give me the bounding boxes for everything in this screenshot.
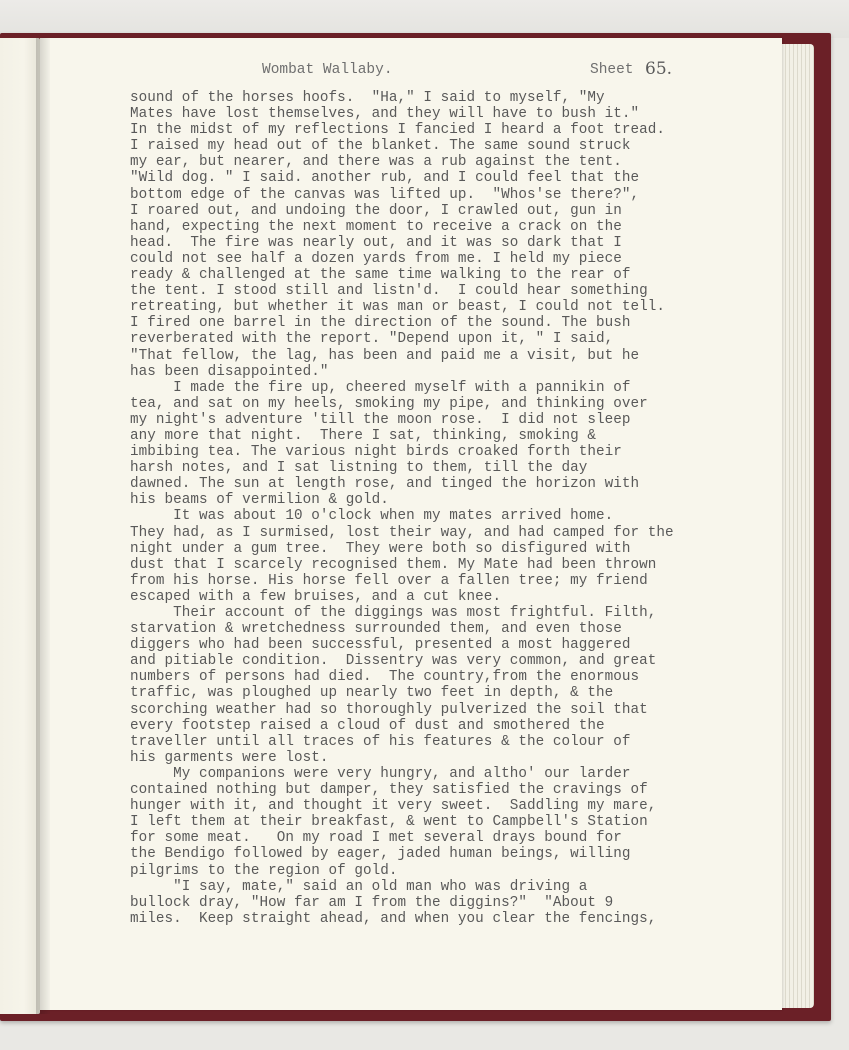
text-line: I raised my head out of the blanket. The same sound struck [130, 138, 631, 155]
text-line: miles. Keep straight ahead, and when you clear the fencings, [130, 910, 657, 927]
text-line: They had, as I surmised, lost their way, and had camped for the [130, 524, 674, 541]
page-header-title: Wombat Wallaby. [262, 62, 393, 78]
text-line: numbers of persons had died. The country,from the enormous [130, 669, 640, 686]
text-line: I left them at their breakfast, & went to Campbell's Station [130, 814, 648, 831]
text-line: retreating, but whether it was man or beast, I could not tell. [130, 299, 666, 316]
text-line: traveller until all traces of his features & the colour of [130, 733, 631, 750]
text-line: has been disappointed." [130, 363, 329, 380]
text-line: traffic, was ploughed up nearly two feet in depth, & the [130, 685, 614, 702]
text-line: every footstep raised a cloud of dust and smothered the [130, 717, 605, 734]
text-line: bullock dray, "How far am I from the diggins?" "About 9 [130, 894, 614, 911]
text-line: I made the fire up, cheered myself with a pannikin of [130, 379, 631, 396]
text-line: "I say, mate," said an old man who was driving a [130, 878, 588, 895]
text-line: dawned. The sun at length rose, and tinged the horizon with [130, 476, 640, 493]
text-line: imbibing tea. The various night birds croaked forth their [130, 444, 622, 461]
text-line: head. The fire was nearly out, and it was so dark that I [130, 234, 622, 251]
text-line: tea, and sat on my heels, smoking my pipe, and thinking over [130, 395, 648, 412]
text-line: starvation & wretchedness surrounded them, and even those [130, 621, 622, 638]
text-line: harsh notes, and I sat listning to them, till the day [130, 460, 588, 477]
text-line: could not see half a dozen yards from me. I held my piece [130, 250, 622, 267]
body-text [130, 90, 745, 927]
book-gutter [36, 38, 50, 1014]
text-line: "That fellow, the lag, has been and paid me a visit, but he [130, 347, 640, 364]
text-line: and pitiable condition. Dissentry was very common, and great [130, 653, 657, 670]
text-line: reverberated with the report. "Depend upon it, " I said, [130, 331, 614, 348]
text-line: escaped with a few bruises, and a cut knee. [130, 588, 502, 605]
left-page-edge [0, 38, 40, 1014]
text-line: from his horse. His horse fell over a fallen tree; my friend [130, 572, 648, 589]
text-line: diggers who had been successful, presented a most haggered [130, 637, 631, 654]
sheet-label: Sheet [590, 62, 634, 78]
text-line: my night's adventure 'till the moon rose. I did not sleep [130, 411, 631, 428]
text-line: my ear, but nearer, and there was a rub against the tent. [130, 154, 622, 171]
text-line: dust that I scarcely recognised them. My Mate had been thrown [130, 556, 657, 573]
text-line: the tent. I stood still and listn'd. I could hear something [130, 283, 648, 300]
text-line: contained nothing but damper, they satisfied the cravings of [130, 782, 648, 799]
text-line: Their account of the diggings was most frightful. Filth, [130, 605, 657, 621]
page-header [0, 59, 849, 82]
text-line: Mates have lost themselves, and they will have to bush it." [130, 106, 640, 123]
text-line: "Wild dog. " I said. another rub, and I could feel that the [130, 170, 640, 187]
text-line: I roared out, and undoing the door, I crawled out, gun in [130, 202, 622, 219]
text-line: bottom edge of the canvas was lifted up. "Whos'se there?", [130, 186, 640, 203]
text-line: his garments were lost. [130, 749, 329, 766]
text-line: the Bendigo followed by eager, jaded human beings, willing [130, 846, 631, 863]
text-line: scorching weather had so thoroughly pulverized the soil that [130, 701, 648, 718]
text-line: any more that night. There I sat, thinking, smoking & [130, 427, 596, 444]
sheet-number: 65. [645, 59, 673, 79]
text-line: pilgrims to the region of gold. [130, 862, 398, 879]
text-line: hunger with it, and thought it very sweet. Saddling my mare, [130, 798, 657, 815]
text-line: sound of the horses hoofs. "Ha," I said to myself, "My [130, 90, 605, 106]
text-line: hand, expecting the next moment to receive a crack on the [130, 218, 622, 235]
text-line: night under a gum tree. They were both so disfigured with [130, 540, 631, 557]
text-line: I fired one barrel in the direction of the sound. The bush [130, 315, 631, 332]
text-line: ready & challenged at the same time walking to the rear of [130, 267, 631, 284]
text-line: for some meat. On my road I met several drays bound for [130, 830, 622, 847]
text-line: In the midst of my reflections I fancied I heard a foot tread. [130, 122, 666, 139]
text-line: his beams of vermilion & gold. [130, 492, 389, 509]
text-line: It was about 10 o'clock when my mates arrived home. [130, 508, 614, 525]
text-line: My companions were very hungry, and altho' our larder [130, 765, 631, 782]
